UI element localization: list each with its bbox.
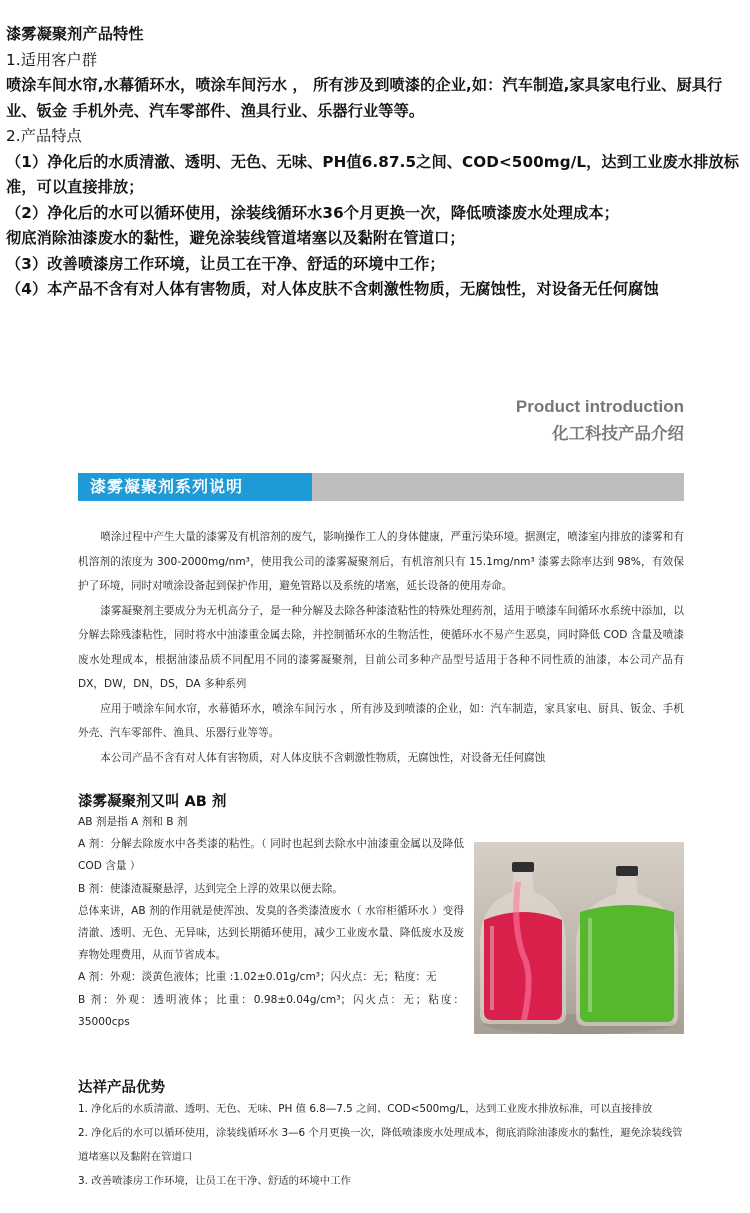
desc-paragraph-3: 应用于喷涂车间水帘，水幕循环水，喷涂车间污水 ，所有涉及到喷漆的企业，如：汽车制造，家具家电、厨具、钣金、手机外壳、汽车零部件、渔具、乐器行业等等。	[78, 702, 684, 739]
section2-title-text: 2.产品特点	[6, 127, 82, 145]
features-title: 漆雾凝聚剂产品特性	[6, 25, 144, 43]
advantage-item-1: 1. 净化后的水质清澈、透明、无色、无味、PH 值 6.8—7.5 之间、COD<500mg/L，达到工业废水排放标准，可以直接排放	[78, 1103, 653, 1115]
desc-paragraph-4: 本公司产品不含有对人体有害物质，对人体皮肤不含刺激性物质，无腐蚀性，对设备无任何腐蚀	[100, 751, 546, 764]
ab-line-4: 总体来讲，AB 剂的作用就是使浑浊、发臭的各类漆渣废水（ 水帘柜循环水 ）变得清澈、透明、无色、无异味，达到长期循环使用，减少工业废水量、降低废水及废弃物处理费用，从而节省成本。	[78, 904, 464, 962]
ab-line-5: A 剂：外观：淡黄色液体；比重 :1.02±0.01g/cm³；闪火点：无；粘度：无	[78, 971, 437, 984]
advantages-title: 达祥产品优势	[78, 1080, 165, 1096]
feature-point-3: （3）改善喷漆房工作环境，让员工在干净、舒适的环境中工作；	[6, 254, 445, 273]
ab-agent-title: 漆雾凝聚剂又叫 AB 剂	[78, 794, 227, 810]
section2-title	[6, 124, 748, 150]
product-features-section	[6, 22, 748, 303]
ab-line-3: B 剂：使漆渣凝聚悬浮，达到完全上浮的效果以便去除。	[78, 882, 343, 895]
desc-paragraph-1: 喷涂过程中产生大量的漆雾及有机溶剂的废气，影响操作工人的身体健康，严重污染环境。据测定，喷漆室内排放的漆雾和有机溶剂的浓度为 300-2000mg/nm³，使用我公司的漆雾凝聚剂后，有机溶剂只有 15.1mg/nm³ 漆雾去除率达到 98%，有效保护了环境，同时对喷涂设备起到保护作用，避免管路以及系统的堵塞，延长设备的使用寿命。	[78, 531, 684, 592]
ab-line-2: A 剂：分解去除废水中各类漆的粘性。（ 同时也起到去除水中油漆重金属以及降低 COD 含量 ）	[78, 838, 464, 873]
series-banner	[78, 473, 684, 501]
banner-accent	[78, 473, 312, 501]
desc-paragraph-2: 漆雾凝聚剂主要成分为无机高分子，是一种分解及去除各种漆渣粘性的特殊处理药剂，适用于喷漆车间循环水系统中添加，以分解去除残漆粘性，同时将水中油漆重金属去除，并控制循环水的生物活性，使循环水不易产生恶臭，同时降低 COD 含量及喷漆废水处理成本，根据油漆品质不同配用不同的漆雾凝聚剂，目前公司多种产品型号适用于各种不同性质的油漆，本公司产品有 DX，DW，DN，DS，DA 多种系列	[78, 604, 684, 690]
feature-point-1: （1）净化后的水质清澈、透明、无色、无味、PH值6.87.5之间、COD<500mg/L，达到工业废水排放标准，可以直接排放；	[6, 152, 740, 196]
advantage-item-2: 2. 净化后的水可以循环使用，涂装线循环水 3—6 个月更换一次，降低喷漆废水处理成本，彻底消除油漆废水的黏性，避免涂装线管道堵塞以及黏附在管道口	[78, 1127, 683, 1163]
ab-line-6: B 剂：外观：透明液体；比重：0.98±0.04g/cm³；闪火点：无；粘度：35000cps	[78, 993, 464, 1028]
series-description	[78, 525, 684, 770]
banner-title: 漆雾凝聚剂系列说明	[90, 477, 244, 496]
bottles-illustration	[474, 842, 684, 1034]
advantage-item-3: 3. 改善喷漆房工作环境，让员工在干净、舒适的环境中工作	[78, 1175, 351, 1187]
ab-agent-description	[78, 811, 464, 1033]
feature-point-2: （2）净化后的水可以循环使用，涂装线循环水36个月更换一次，降低喷漆废水处理成本；	[6, 203, 619, 222]
red-bottle	[480, 862, 566, 1024]
section1-title-text: 1.适用客户群	[6, 50, 98, 69]
section1-title	[6, 48, 748, 74]
product-bottles-photo	[474, 842, 684, 1034]
feature-point-4: （4）本产品不含有对人体有害物质，对人体皮肤不含刺激性物质，无腐蚀性，对设备无任何腐蚀	[6, 280, 659, 298]
green-bottle	[576, 866, 678, 1026]
ab-line-1: AB 剂是指 A 剂和 B 剂	[78, 816, 188, 828]
section1-body: 喷涂车间水帘,水幕循环水，喷涂车间污水 ， 所有涉及到喷漆的企业,如：汽车制造,家具家电行业、厨具行业、钣金 手机外壳、汽车零部件、渔具行业、乐器行业等等。	[6, 76, 723, 120]
advantages-list	[78, 1097, 688, 1193]
intro-heading-chinese: 化工科技产品介绍	[552, 424, 684, 443]
feature-point-2b: 彻底消除油漆废水的黏性，避免涂装线管道堵塞以及黏附在管道口；	[6, 229, 465, 247]
intro-heading-english: Product introduction	[515, 397, 684, 416]
